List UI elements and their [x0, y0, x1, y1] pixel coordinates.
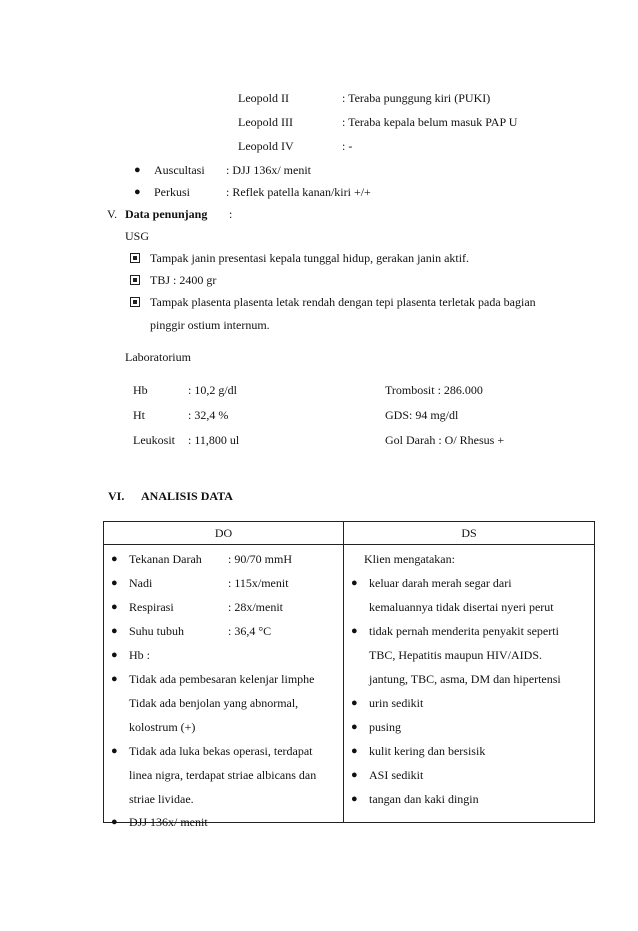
leopold-2-value: : Teraba punggung kiri (PUKI) [342, 91, 491, 105]
ds-item: pusing [369, 720, 402, 734]
lab-label: Hb [133, 383, 148, 397]
analysis-table [103, 521, 595, 829]
do-value: : 90/70 mmH [228, 552, 293, 566]
perkusi-label: Perkusi [154, 185, 190, 199]
bullet-icon: ● [351, 793, 358, 805]
auscultasi-value: : DJJ 136x/ menit [226, 163, 312, 177]
checkbox-icon [130, 253, 140, 263]
ds-text-line: keluar darah merah segar dari [369, 576, 512, 590]
ds-text-line: tidak pernah menderita penyakit seperti [369, 624, 559, 638]
do-value: : 115x/menit [228, 576, 289, 590]
lab-right: Gol Darah : O/ Rhesus + [385, 433, 505, 447]
checkbox-icon [130, 297, 140, 307]
usg-item: TBJ : 2400 gr [150, 273, 217, 287]
leopold-3-value: : Teraba kepala belum masuk PAP U [342, 115, 518, 129]
do-label: Respirasi [129, 600, 174, 614]
do-header: DO [104, 522, 344, 545]
bullet-icon: ● [351, 577, 358, 589]
leopold-4-value: : - [342, 139, 353, 153]
ds-item: tangan dan kaki dingin [369, 792, 479, 806]
bullet-icon: ● [351, 745, 358, 757]
bullet-icon: ● [111, 553, 118, 565]
checkbox-icon [130, 275, 140, 285]
bullet-icon: ● [111, 601, 118, 613]
do-label: Suhu tubuh [129, 624, 185, 638]
do-text-line: Tidak ada luka bekas operasi, terdapat [129, 744, 313, 758]
bullet-icon: ● [351, 721, 358, 733]
perkusi-value: : Reflek patella kanan/kiri +/+ [226, 185, 371, 199]
section-6-numeral: VI. [108, 489, 125, 503]
do-text-line: linea nigra, terdapat striae albicans dan [129, 768, 317, 782]
bullet-icon: ● [111, 577, 118, 589]
ds-item: ASI sedikit [369, 768, 424, 782]
section-5-title: Data penunjang [125, 207, 208, 221]
section-6-title: ANALISIS DATA [141, 489, 233, 503]
lab-label: Leukosit [133, 433, 175, 447]
auscultasi-label: Auscultasi [154, 163, 205, 177]
bullet-icon: ● [111, 745, 118, 757]
lab-label: Ht [133, 408, 145, 422]
lab-right: Trombosit : 286.000 [385, 383, 483, 397]
ds-cell [344, 545, 595, 823]
leopold-4-label: Leopold IV [238, 139, 294, 153]
ds-item: kulit kering dan bersisik [369, 744, 486, 758]
section-5-colon: : [229, 207, 233, 221]
bullet-icon: ● [111, 673, 118, 685]
usg-title: USG [125, 229, 150, 243]
do-value: : 36,4 °C [228, 624, 272, 638]
do-text-line: DJJ 136x/ menit [129, 815, 208, 829]
do-label: Hb : [129, 648, 150, 662]
section-5-numeral: V. [107, 207, 118, 221]
bullet-icon: ● [134, 164, 141, 176]
lab-title: Laboratorium [125, 350, 191, 364]
lab-value: : 32,4 % [188, 408, 229, 422]
do-value: : 28x/menit [228, 600, 283, 614]
ds-text-line: kemaluannya tidak disertai nyeri perut [369, 600, 554, 614]
lab-right: GDS: 94 mg/dl [385, 408, 459, 422]
ds-text-line: jantung, TBC, asma, DM dan hipertensi [369, 672, 561, 686]
do-text-line: striae lividae. [129, 792, 194, 806]
leopold-3-label: Leopold III [238, 115, 293, 129]
do-cell [104, 545, 344, 829]
bullet-icon: ● [111, 816, 118, 828]
leopold-2-label: Leopold II [238, 91, 289, 105]
do-text-line: kolostrum (+) [129, 720, 196, 734]
usg-item: Tampak janin presentasi kepala tunggal hidup, gerakan janin aktif. [150, 251, 470, 265]
usg-item: Tampak plasenta plasenta letak rendah dengan tepi plasenta terletak pada bagian [150, 295, 536, 309]
ds-header: DS [344, 522, 595, 545]
bullet-icon: ● [351, 769, 358, 781]
lab-value: : 10,2 g/dl [188, 383, 238, 397]
lab-value: : 11,800 ul [188, 433, 240, 447]
do-text-line: Tidak ada pembesaran kelenjar limphe [129, 672, 315, 686]
do-label: Tekanan Darah [129, 552, 202, 566]
bullet-icon: ● [134, 186, 141, 198]
bullet-icon: ● [351, 625, 358, 637]
do-text-line: Tidak ada benjolan yang abnormal, [129, 696, 299, 710]
ds-text-line: TBC, Hepatitis maupun HIV/AIDS. [369, 648, 542, 662]
usg-item-continued: pinggir ostium internum. [150, 318, 270, 332]
do-label: Nadi [129, 576, 153, 590]
ds-intro: Klien mengatakan: [364, 552, 455, 566]
bullet-icon: ● [351, 697, 358, 709]
bullet-icon: ● [111, 625, 118, 637]
ds-item: urin sedikit [369, 696, 424, 710]
bullet-icon: ● [111, 649, 118, 661]
